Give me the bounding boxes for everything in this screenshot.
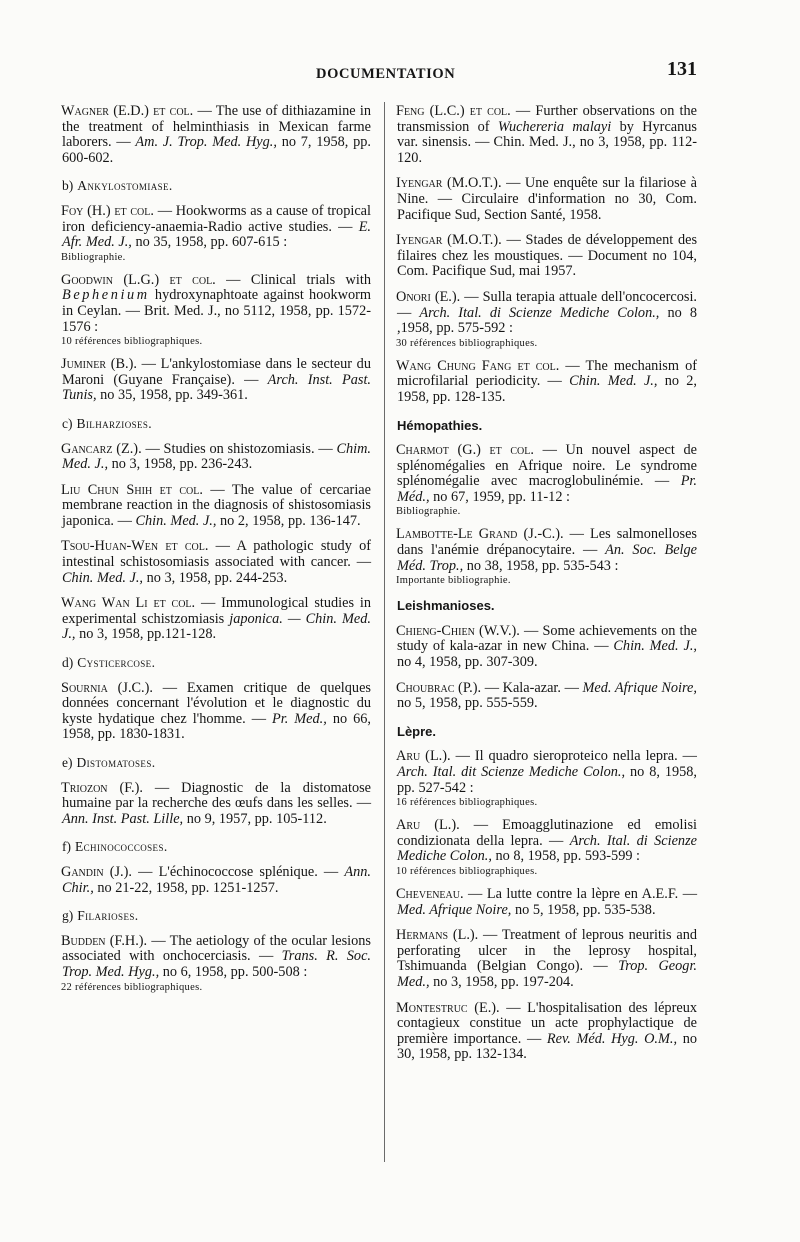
entry-citation: no 35, 1958, pp. 349-361. [96,387,248,404]
entry-journal: An. Soc. Belge Méd. Trop., [397,542,698,574]
entry-journal: Pr. Med., [272,710,327,727]
entry-citation: no 3, 1958, pp.121-128. [75,626,217,643]
entry-citation: no 6, 1958, pp. 500-508 : [159,963,308,980]
entry-journal: Trans. R. Soc. Trop. Med. Hyg., [62,948,371,980]
section-heading [62,839,371,855]
entry-author: Wagner (E.D.) et col. [61,103,194,119]
entry-citation: no 4, 1958, pp. 307-309. [397,654,538,671]
entry-journal: Ann. Inst. Past. Lille, [62,810,184,827]
bibliography-entry [397,233,697,280]
entry-text: — L'hospitalisation des lépreux contagieux constitue un acte prophylactique de première importance. — [397,999,697,1047]
entry-note: 16 références bibliographiques. [396,797,538,809]
entry-author: Wang Chung Fang et col. [396,357,560,374]
section-heading [62,655,371,671]
entry-citation: no 7, 1958, pp. 600-602. [62,134,371,166]
entry-author: Foy (H.) et col. [61,202,154,219]
entry-text: — Il quadro sieroproteico nella lepra. — [450,748,697,765]
entry-text: — The use of dithiazamine in the treatment of helminthiasis in Mexican farme laborers. — [62,103,372,151]
entry-note: 22 références bibliographiques. [61,981,203,993]
entry-text: — Diagnostic de la distomatose humaine par la recherche des œufs dans les selles. — [62,779,371,812]
bibliography-entry [397,749,697,808]
bibliography-entry [62,273,371,347]
entry-text: — Some achievements on the study of kala-azar in new China. — [397,622,697,655]
entry-citation: no 3, 1958, pp. 236-243. [108,456,253,473]
entry-journal: Chin. Med. J., [135,512,217,529]
entry-citation: hydroxynaphtoate against hookworm in Ceylan. — Brit. Med. J., no 5112, 1958, pp. 1572-1576 : [62,287,371,335]
entry-text: — Emoagglutinazione ed emolisi condizionata della lepra. — [397,817,697,849]
bibliography-entry [397,624,697,671]
entry-journal: Arch. Ital. di Scienze Mediche Colon., [397,832,697,865]
entry-text: — L'échinococcose splénique. — [131,863,345,880]
entry-author: Juminer (B.). [61,356,137,373]
entry-journal: Chim. Med. J., [62,440,371,473]
entry-text: — Un nouvel aspect de splénomégalies en Afrique noire. Le syndrome splénomégalie avec macroglobulinémie. — [397,442,697,490]
entry-citation: by Hyrcanus var. sinensis. — Chin. Med. J., no 3, 1958, pp. 112-120. [397,118,697,166]
section-label: c) [62,415,73,431]
page-header [0,58,800,88]
entry-journal: Ann. Chir., [62,863,371,896]
bibliography-entry [397,176,697,223]
entry-author: Cheveneau. [396,885,464,902]
entry-journal: E. Afr. Med. J., [62,218,371,251]
entry-text: — Les salmonelloses dans l'anémie drépanocytaire. — [397,526,697,559]
entry-note: 30 références bibliographiques. [396,337,538,349]
entry-note: Bibliographie. [396,506,461,518]
entry-text: — L'ankylostomiase dans le secteur du Maroni (Guyane Française). — [62,356,371,388]
column-divider [384,102,385,1162]
section-title: Cysticercose. [77,655,156,671]
left-column [62,104,371,1003]
entry-citation: no 38, 1958, pp. 535-543 : [463,557,619,574]
category-heading: Hémopathies. [397,417,483,433]
entry-citation: no 9, 1957, pp. 105-112. [183,810,327,827]
entry-journal: Arch. Inst. Past. Tunis, [62,371,371,404]
entry-citation: no 67, 1959, pp. 11-12 : [429,488,571,505]
entry-journal: Trop. Geogr. Med., [397,958,697,990]
entry-journal: Chin. Med. J., [613,638,698,655]
bibliography-entry [397,104,697,166]
entry-journal: Chin. Med. J., [62,569,143,586]
entry-citation: no 3, 1958, pp. 197-204. [429,973,574,990]
entry-author: Budden (F.H.). [61,932,148,949]
entry-text: — Clinical trials with [215,271,371,288]
entry-author: Iyengar (M.O.T.). [396,175,502,192]
bibliography-entry [397,290,697,349]
entry-text: — The mechanism of microfilarial periodicity. — [397,357,697,390]
entry-author: Tsou-Huan-Wen et col. [61,538,209,555]
entry-author: Charmot (G.) et col. [396,442,534,459]
entry-author: Choubrac (P.). [396,679,482,696]
entry-journal: japonica. — Chin. Med. J., [62,610,371,643]
entry-author: Onori (E.). [396,288,461,305]
entry-journal: Arch. Ital. di Scienze Mediche Colon., [419,304,660,321]
entry-note: Importante bibliographie. [396,575,511,587]
entry-text: — Immunological studies in experimental schistzomiasis [62,595,371,627]
entry-author: Feng (L.C.) et col. [396,103,511,119]
entry-note: Bibliographie. [61,251,126,263]
section-label: e) [62,755,73,770]
entry-citation: no 2, 1958, pp. 128-135. [397,373,697,405]
entry-citation: no 5, 1958, pp. 555-559. [397,695,538,712]
entry-journal: Wuchereria malayi [497,118,612,135]
entry-author: Aru (L.). [396,748,451,765]
entry-journal: Chin. Med. J., [569,373,658,390]
category-heading: Lèpre. [397,723,437,739]
bibliography-entry [397,818,697,877]
bibliography-entry [62,934,371,993]
bibliography-entry [62,357,371,404]
entry-author: Gancarz (Z.). [61,440,142,457]
entry-journal: Med. Afrique Noire, [397,901,512,918]
running-title: DOCUMENTATION [316,66,456,82]
entry-author: Triozon (F.). [61,779,143,796]
entry-author: Gandin (J.). [61,863,132,880]
entry-text: — Kala-azar. — [481,679,583,696]
entry-note: 10 références bibliographiques. [61,336,203,348]
entry-author: Liu Chun Shih et col. [61,481,203,498]
entry-journal: Pr. Méd., [397,473,697,505]
entry-author: Aru (L.). [396,817,460,834]
entry-journal: Arch. Ital. dit Scienze Mediche Colon., [397,764,626,780]
bibliography-entry [397,359,697,406]
entry-author: Goodwin (L.G.) et col. [61,271,216,288]
bibliography-entry [62,483,371,530]
section-title: Echinococcoses. [75,839,168,855]
section-heading [62,755,371,771]
entry-text: — Treatment of leprous neuritis and perforating ulcer in the leprosy hospital, Tshimuanda (Belgian Congo). — [397,927,697,975]
section-title: Filarioses. [77,908,139,924]
entry-author: Lambotte-Le Grand (J.-C.). [396,526,564,543]
entry-citation: no 8 ,1958, pp. 575-592 : [397,304,698,337]
entry-author: Wang Wan Li et col. [61,595,196,612]
section-title: Bilharzioses. [76,415,153,431]
entry-text: — Examen critique de quelques données concernant l'évolution et le diagnostic du kyste hydatique chez l'homme. — [62,679,371,727]
entry-author: Chieng-Chien (W.V.). [396,622,520,639]
bibliography-entry [397,928,697,990]
category-heading: Leishmanioses. [397,598,495,614]
entry-text: — Sulla terapia attuale dell'oncocercosi. — [397,288,697,321]
section-label: g) [62,908,74,924]
section-label: b) [62,178,74,194]
entry-text: — A pathologic study of intestinal schistosomiasis associated with cancer. — [62,538,372,571]
entry-text: — Studies on shistozomiasis. — [141,440,337,457]
bibliography-entry [397,1001,697,1063]
entry-text: — Further observations on the transmission of [397,103,697,135]
entry-text: — The value of cercariae membrane reaction in the diagnosis of shistosomiasis japonica. — [62,481,371,529]
page-number: 131 [667,58,697,80]
bibliography-entry [397,443,697,517]
entry-citation: no 21-22, 1958, pp. 1251-1257. [93,879,279,896]
section-title: Distomatoses. [76,755,156,770]
bibliography-entry [397,887,697,918]
section-heading [62,416,371,432]
entry-text: — La lutte contre la lèpre en A.E.F. — [463,885,697,902]
bibliography-entry [62,781,371,828]
bibliography-entry [62,539,371,586]
bibliography-entry [62,596,371,643]
entry-note: 10 références bibliographiques. [396,865,538,877]
entry-citation: no 35, 1958, pp. 607-615 : [131,234,288,251]
bibliography-entry [62,104,371,166]
entry-citation: no 8, 1958, pp. 527-542 : [397,764,697,796]
entry-author: Hermans (L.). [396,927,479,944]
entry-journal: Med. Afrique Noire, [582,679,697,696]
entry-citation: no 5, 1958, pp. 535-538. [511,901,656,918]
entry-journal: Am. J. Trop. Med. Hyg., [135,134,277,151]
entry-citation: no 2, 1958, pp. 136-147. [216,512,361,529]
bibliography-entry [62,865,371,896]
entry-journal: Bephenium [62,287,150,304]
section-label: d) [62,655,74,671]
entry-author: Iyengar (M.O.T.). [396,232,502,249]
entry-citation: no 30, 1958, pp. 132-134. [397,1030,697,1063]
entry-text: — Une enquête sur la filariose à Nine. — Circulaire d'information no 30, Com. Pacifique Sud, Section Santé, 1958. [397,175,697,223]
entry-text: — Hookworms as a cause of tropical iron deficiency-anaemia-Radio active studies. — [62,202,371,235]
entry-text: — The aetiology of the ocular lesions associated with onchocerciasis. — [62,932,371,965]
right-column [397,104,697,1073]
section-title: Ankylostomiase. [77,178,173,194]
entry-citation: no 8, 1958, pp. 593-599 : [491,848,641,865]
entry-journal: Rev. Méd. Hyg. O.M., [546,1030,678,1047]
section-label: f) [62,839,71,855]
entry-author: Montestruc (E.). [396,999,500,1016]
bibliography-entry [62,442,371,473]
section-heading [62,178,371,194]
bibliography-entry [397,527,697,586]
bibliography-entry [62,681,371,743]
entry-author: Sournia (J.C.). [61,679,153,696]
bibliography-entry [397,681,697,712]
entry-citation: no 66, 1958, pp. 1830-1831. [62,710,371,743]
entry-citation: no 3, 1958, pp. 244-253. [143,569,288,586]
entry-text: — Stades de développement des filaires chez les moustiques. — Document no 104, Com. Pacifique Sud, mai 1957. [397,232,698,280]
bibliography-entry [62,204,371,263]
section-heading [62,908,371,924]
